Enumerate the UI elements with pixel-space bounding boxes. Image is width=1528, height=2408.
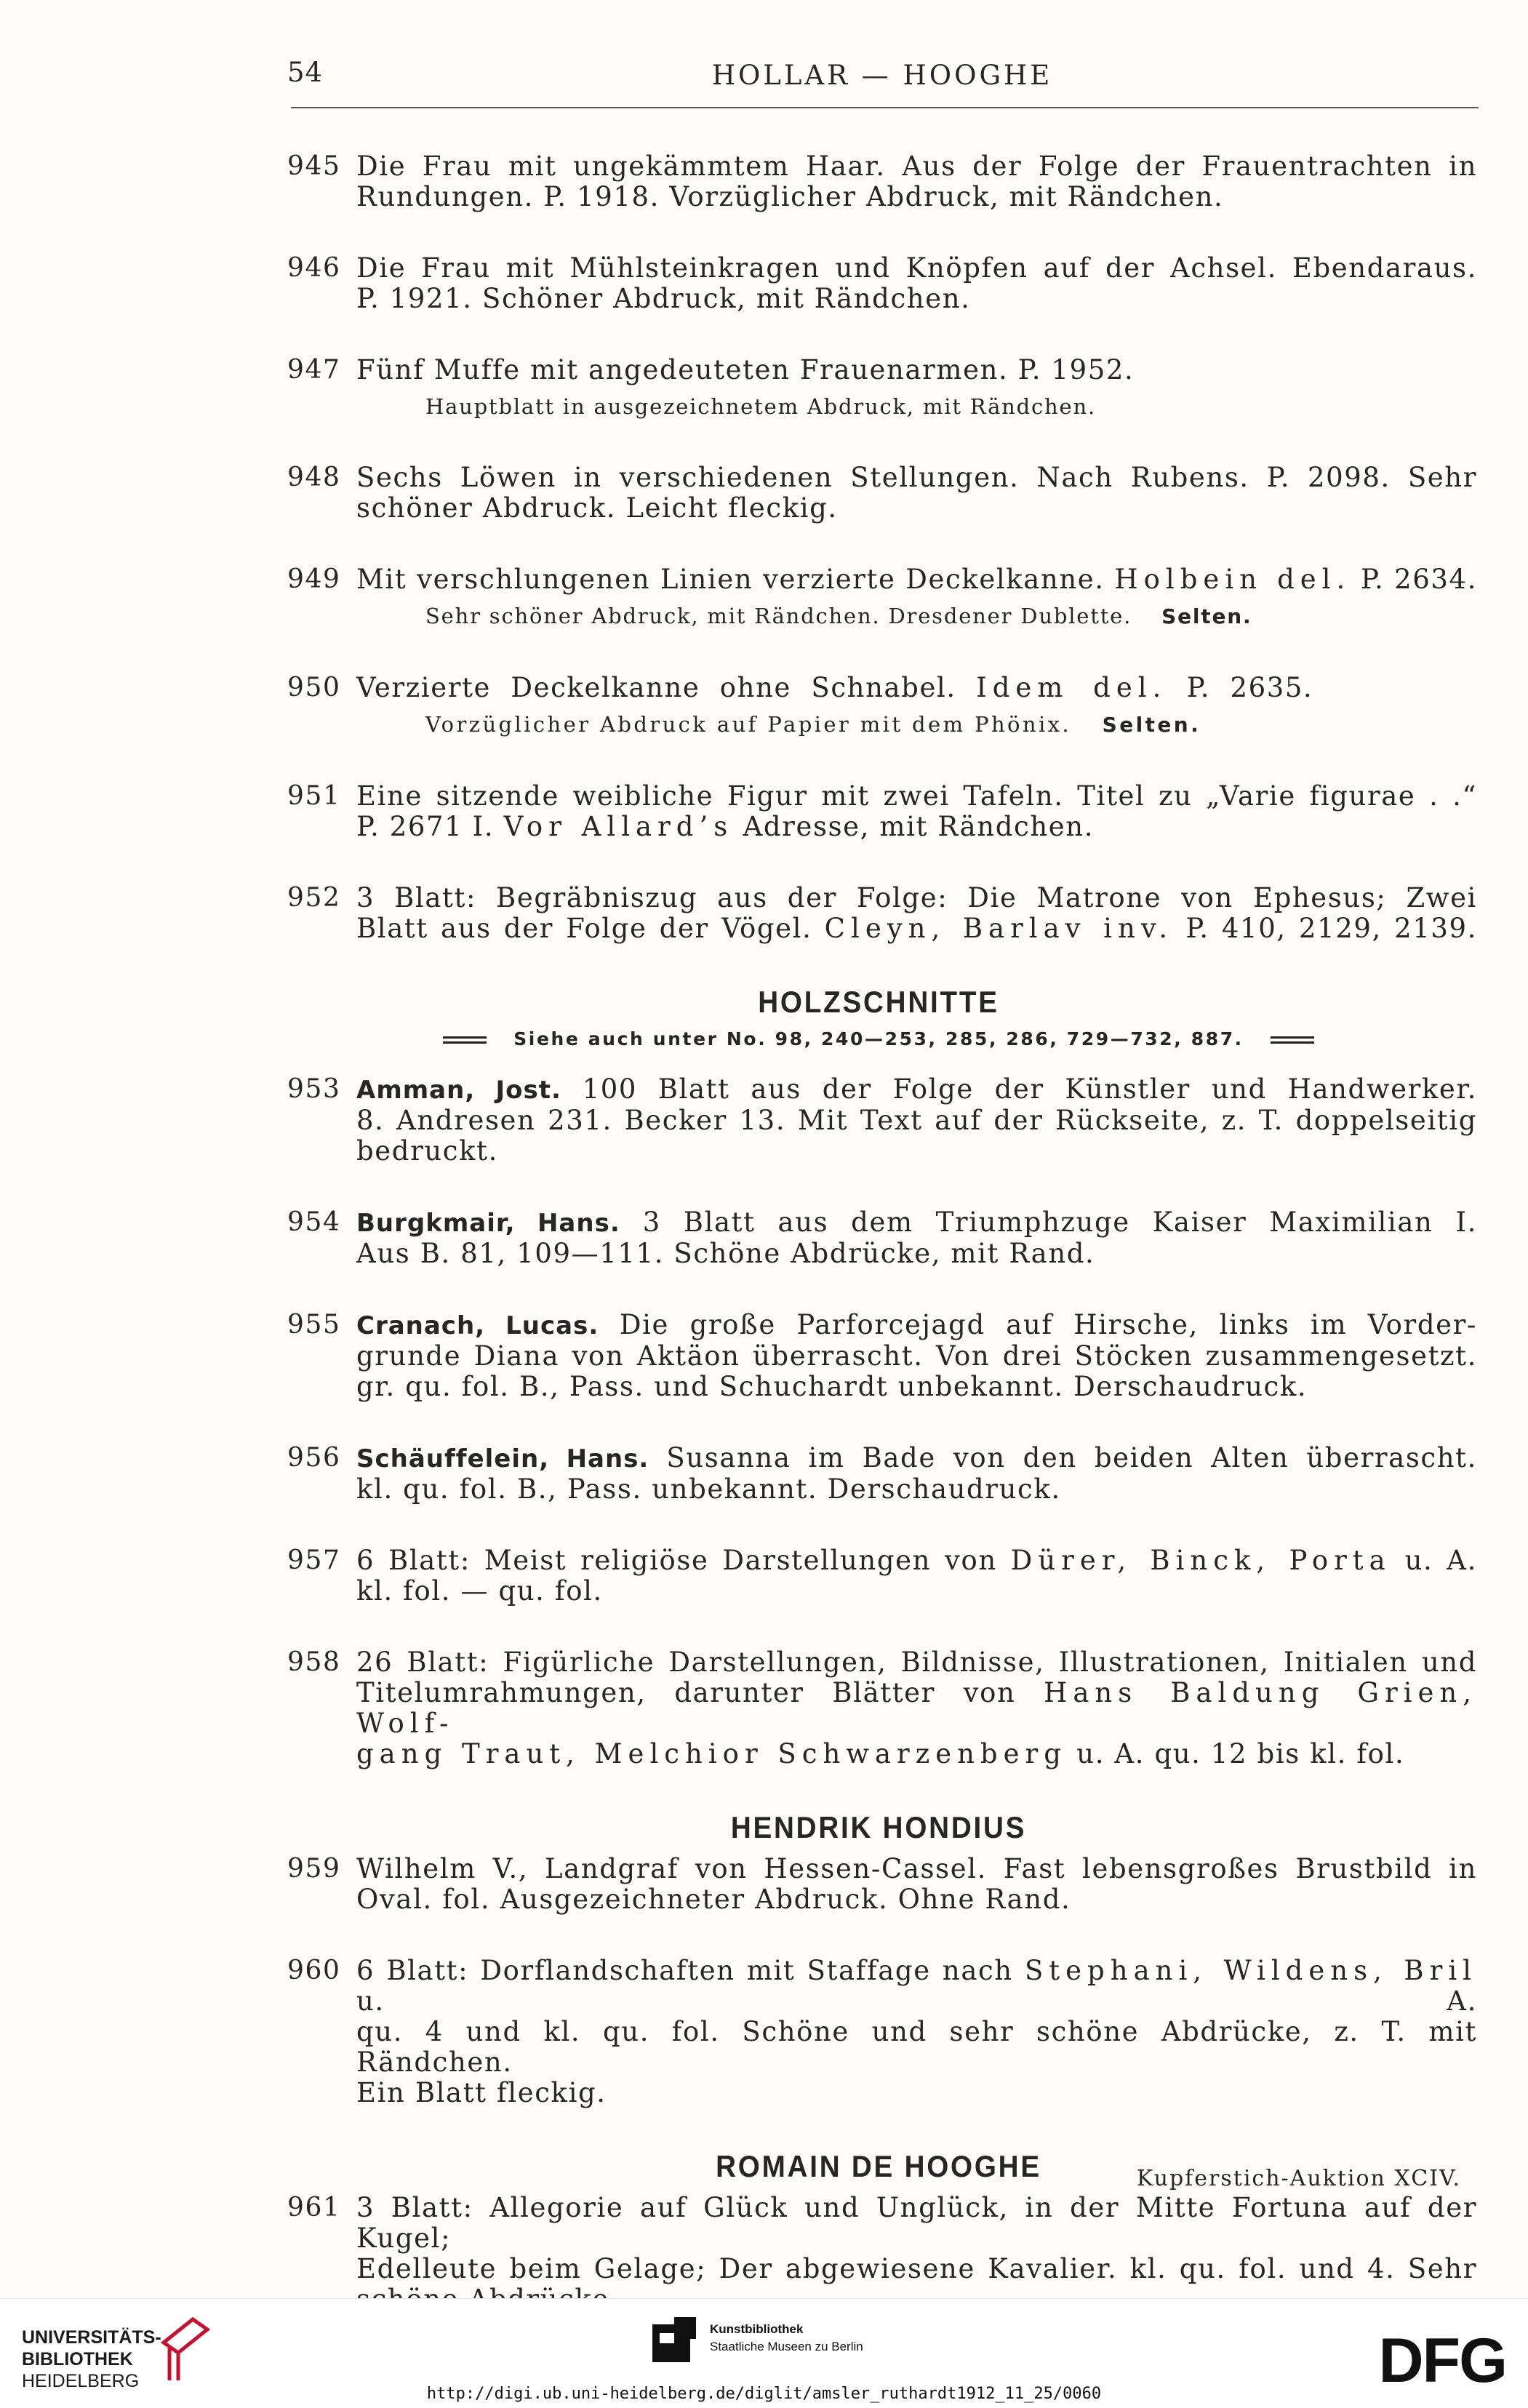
double-rule-right <box>1271 1036 1314 1044</box>
ub-heidelberg-emblem-icon <box>156 2313 215 2386</box>
running-header <box>287 57 1477 100</box>
entry-line <box>356 1310 1477 1341</box>
artist-credit: Stephani, Wildens, Bril <box>1024 1955 1477 1986</box>
entry-text: 6 Blatt: Meist religiöse Darstellungen von <box>356 1545 997 1576</box>
catalog-entry <box>280 1310 1477 1402</box>
entry-text: Adresse, mit Rändchen. <box>743 811 1095 842</box>
entry-text: P. 2671 I. <box>356 811 495 842</box>
see-also-text: Siehe auch unter No. 98, 240—253, 285, 286, 729—732, 887. <box>513 1028 1244 1049</box>
entry-line: 8. Andresen 231. Becker 13. Mit Text auf der Rückseite, z. T. doppelseitig <box>356 1105 1477 1136</box>
entry-line: Aus B. 81, 109—111. Schöne Abdrücke, mit Rand. <box>356 1238 1095 1269</box>
catalog-entry <box>280 564 1477 632</box>
entry-line: kl. qu. fol. B., Pass. unbekannt. Derschaudruck. <box>356 1473 1061 1505</box>
entry-line <box>356 1207 1477 1239</box>
entry-line <box>356 1956 1477 2017</box>
note-text: Sehr schöner Abdruck, mit Rändchen. Dresdener Dublette. <box>425 604 1132 628</box>
catalog-entry <box>280 1545 1477 1607</box>
entry-line <box>356 812 1477 842</box>
entry-number: 945 <box>287 151 341 181</box>
catalog-entry <box>280 1207 1477 1269</box>
artist-credit: Dürer, Binck, Porta <box>1010 1545 1391 1576</box>
permalink-url[interactable]: http://digi.ub.uni-heidelberg.de/diglit/amsler_ruthardt1912_11_25/0060 <box>426 2385 1102 2403</box>
entry-text: P. 410, 2129, 2139. <box>1185 913 1477 944</box>
entry-text: u. A. <box>356 1985 1477 2017</box>
entry-line <box>356 673 1477 703</box>
entry-line: schöner Abdruck. Leicht fleckig. <box>356 492 838 524</box>
catalog-entry <box>280 151 1477 212</box>
entry-line: grunde Diana von Aktäon überrascht. Von drei Stöcken zusammengesetzt. <box>356 1340 1477 1372</box>
entry-line: Sechs Löwen in verschiedenen Stellungen. Nach Rubens. P. 2098. Sehr <box>356 462 1477 493</box>
entry-note <box>356 709 1477 740</box>
running-title: HOLLAR — HOOGHE <box>711 60 1053 91</box>
catalog-entry <box>280 883 1477 944</box>
entry-line <box>356 913 1477 944</box>
entry-line: 3 Blatt: Allegorie auf Glück und Unglück, in der Mitte Fortuna auf der Kugel; <box>356 2192 1477 2254</box>
kunstbibliothek-logo-icon[interactable] <box>652 2317 696 2362</box>
entry-number: 958 <box>287 1647 341 1677</box>
dfg-logo[interactable]: DFG <box>1378 2326 1506 2396</box>
entry-text: 3 Blatt aus dem Triumphzuge Kaiser Maximilian I. <box>642 1207 1477 1238</box>
entry-number: 952 <box>287 883 341 913</box>
entry-note <box>356 601 1477 632</box>
library-name-line: BIBLIOTHEK <box>22 2349 133 2369</box>
header-rule <box>291 107 1479 108</box>
catalog-entry <box>280 2193 1477 2315</box>
kunstbibliothek-label <box>710 2321 863 2356</box>
kunstbibliothek-subtitle: Staatliche Museen zu Berlin <box>710 2340 863 2353</box>
section-heading-hooghe: ROMAIN DE HOOGHE <box>716 2149 1041 2183</box>
entry-text: 100 Blatt aus der Folge der Künstler und Handwerker. <box>582 1073 1477 1105</box>
entry-line: Die Frau mit Mühlsteinkragen und Knöpfen auf der Achsel. Ebendaraus. <box>356 252 1477 284</box>
entry-number: 953 <box>287 1074 341 1104</box>
catalog-entry <box>280 355 1477 422</box>
catalog-signature: Kupferstich-Auktion XCIV. <box>1136 2166 1461 2191</box>
entry-line: Rundungen. P. 1918. Vorzüglicher Abdruck, mit Rändchen. <box>356 181 1224 212</box>
entry-line: bedruckt. <box>356 1135 498 1167</box>
entry-text: Titelumrahmungen, darunter Blätter von <box>356 1677 1016 1708</box>
entry-text: u. A. qu. 12 bis kl. fol. <box>1076 1738 1405 1769</box>
catalog-entry <box>280 1956 1477 2108</box>
entry-number: 956 <box>287 1443 341 1473</box>
catalog-entry <box>280 463 1477 524</box>
entry-number: 955 <box>287 1310 341 1340</box>
entry-text: P. 2635. <box>1186 672 1313 703</box>
publisher-credit: Vor Allard’s <box>503 811 734 842</box>
entry-line: Die Frau mit ungekämmtem Haar. Aus der Folge der Frauentrachten in <box>356 151 1477 182</box>
catalog-entry <box>280 1443 1477 1505</box>
artist-credit: Hans Baldung Grien, Wolf- <box>356 1677 1477 1739</box>
page-number: 54 <box>287 57 324 88</box>
entry-line <box>356 1443 1477 1474</box>
entry-line: Ein Blatt fleckig. <box>356 2077 607 2108</box>
artist-name: Cranach, Lucas. <box>356 1311 599 1340</box>
artist-name: Burgkmair, Hans. <box>356 1209 620 1238</box>
entry-text: P. 2634. <box>1361 564 1477 595</box>
entry-text: Blatt aus der Folge der Vögel. <box>356 913 812 944</box>
entry-line: Oval. fol. Ausgezeichneter Abdruck. Ohne Rand. <box>356 1884 1071 1915</box>
entry-number: 960 <box>287 1956 341 1985</box>
entry-line <box>356 1739 1477 1769</box>
rarity-mark: Selten. <box>1161 604 1252 628</box>
double-rule-left <box>443 1036 487 1044</box>
entry-number: 947 <box>287 355 341 385</box>
entry-line <box>356 1074 1477 1105</box>
entry-note: Hauptblatt in ausgezeichnetem Abdruck, mit Rändchen. <box>425 394 1096 419</box>
entry-number: 951 <box>287 781 341 811</box>
viewer-footer <box>0 2298 1528 2408</box>
section-heading-holzschnitte: HOLZSCHNITTE <box>758 985 999 1019</box>
entry-number: 950 <box>287 673 341 703</box>
entry-line: Fünf Muffe mit angedeuteten Frauenarmen. P. 1952. <box>356 354 1135 385</box>
entry-line: qu. 4 und kl. qu. fol. Schöne und sehr schöne Abdrücke, z. T. mit Rändchen. <box>356 2016 1477 2078</box>
catalog-entry <box>280 673 1477 740</box>
ub-heidelberg-logo-text[interactable] <box>22 2327 161 2392</box>
entry-line: 26 Blatt: Figürliche Darstellungen, Bildnisse, Illustrationen, Initialen und <box>356 1647 1477 1678</box>
entry-number: 948 <box>287 463 341 492</box>
artist-credit: Cleyn, Barlav inv. <box>824 913 1174 944</box>
entry-number: 961 <box>287 2193 341 2223</box>
artist-credit: Idem del. <box>976 672 1167 703</box>
library-name-line: UNIVERSITÄTS- <box>22 2327 161 2348</box>
entry-number: 957 <box>287 1545 341 1575</box>
catalog-body <box>280 151 1477 2356</box>
library-name-line: HEIDELBERG <box>22 2371 140 2391</box>
artist-credit: Holbein del. <box>1114 564 1351 595</box>
entry-line <box>356 564 1477 595</box>
artist-name: Schäuffelein, Hans. <box>356 1444 649 1473</box>
entry-line: 3 Blatt: Begräbniszug aus der Folge: Die Matrone von Ephesus; Zwei <box>356 882 1477 913</box>
entry-number: 946 <box>287 253 341 283</box>
section-heading-hondius: HENDRIK HONDIUS <box>730 1810 1027 1844</box>
artist-credit: gang Traut, Melchior Schwarzenberg <box>356 1738 1067 1769</box>
entry-number: 954 <box>287 1207 341 1237</box>
entry-line: P. 1921. Schöner Abdruck, mit Rändchen. <box>356 283 971 314</box>
entry-text: Susanna im Bade von den beiden Alten überrascht. <box>666 1442 1477 1473</box>
note-text: Vorzüglicher Abdruck auf Papier mit dem Phönix. <box>425 712 1072 737</box>
entry-text: Mit verschlungenen Linien verzierte Deckelkanne. <box>356 564 1105 595</box>
artist-name: Amman, Jost. <box>356 1076 561 1105</box>
entry-line: Edelleute beim Gelage; Der abgewiesene Kavalier. kl. qu. fol. und 4. Sehr <box>356 2253 1477 2284</box>
catalog-entry <box>280 1074 1477 1167</box>
kunstbibliothek-name: Kunstbibliothek <box>710 2322 804 2336</box>
entry-text: u. A. <box>1404 1545 1477 1576</box>
entry-line <box>356 1545 1477 1576</box>
entry-text: 6 Blatt: Dorflandschaften mit Staffage nach <box>356 1955 1013 1986</box>
see-also-note <box>280 1028 1477 1049</box>
entry-line: Wilhelm V., Landgraf von Hessen-Cassel. Fast lebensgroßes Brustbild in <box>356 1853 1477 1884</box>
entry-line <box>356 1678 1477 1739</box>
catalog-entry <box>280 1854 1477 1915</box>
entry-number: 959 <box>287 1854 341 1884</box>
entry-line: Eine sitzende weibliche Figur mit zwei Tafeln. Titel zu „Varie figurae . .“ <box>356 780 1477 812</box>
entry-line: gr. qu. fol. B., Pass. und Schuchardt unbekannt. Derschaudruck. <box>356 1371 1308 1402</box>
entry-text: Verzierte Deckelkanne ohne Schnabel. <box>356 672 956 703</box>
entry-line: kl. fol. — qu. fol. <box>356 1575 603 1607</box>
catalog-entry <box>280 1647 1477 1769</box>
catalog-entry <box>280 253 1477 314</box>
rarity-mark: Selten. <box>1102 713 1201 737</box>
catalog-entry <box>280 781 1477 842</box>
entry-text: Die große Parforcejagd auf Hirsche, links im Vorder- <box>619 1309 1477 1340</box>
entry-number: 949 <box>287 564 341 594</box>
